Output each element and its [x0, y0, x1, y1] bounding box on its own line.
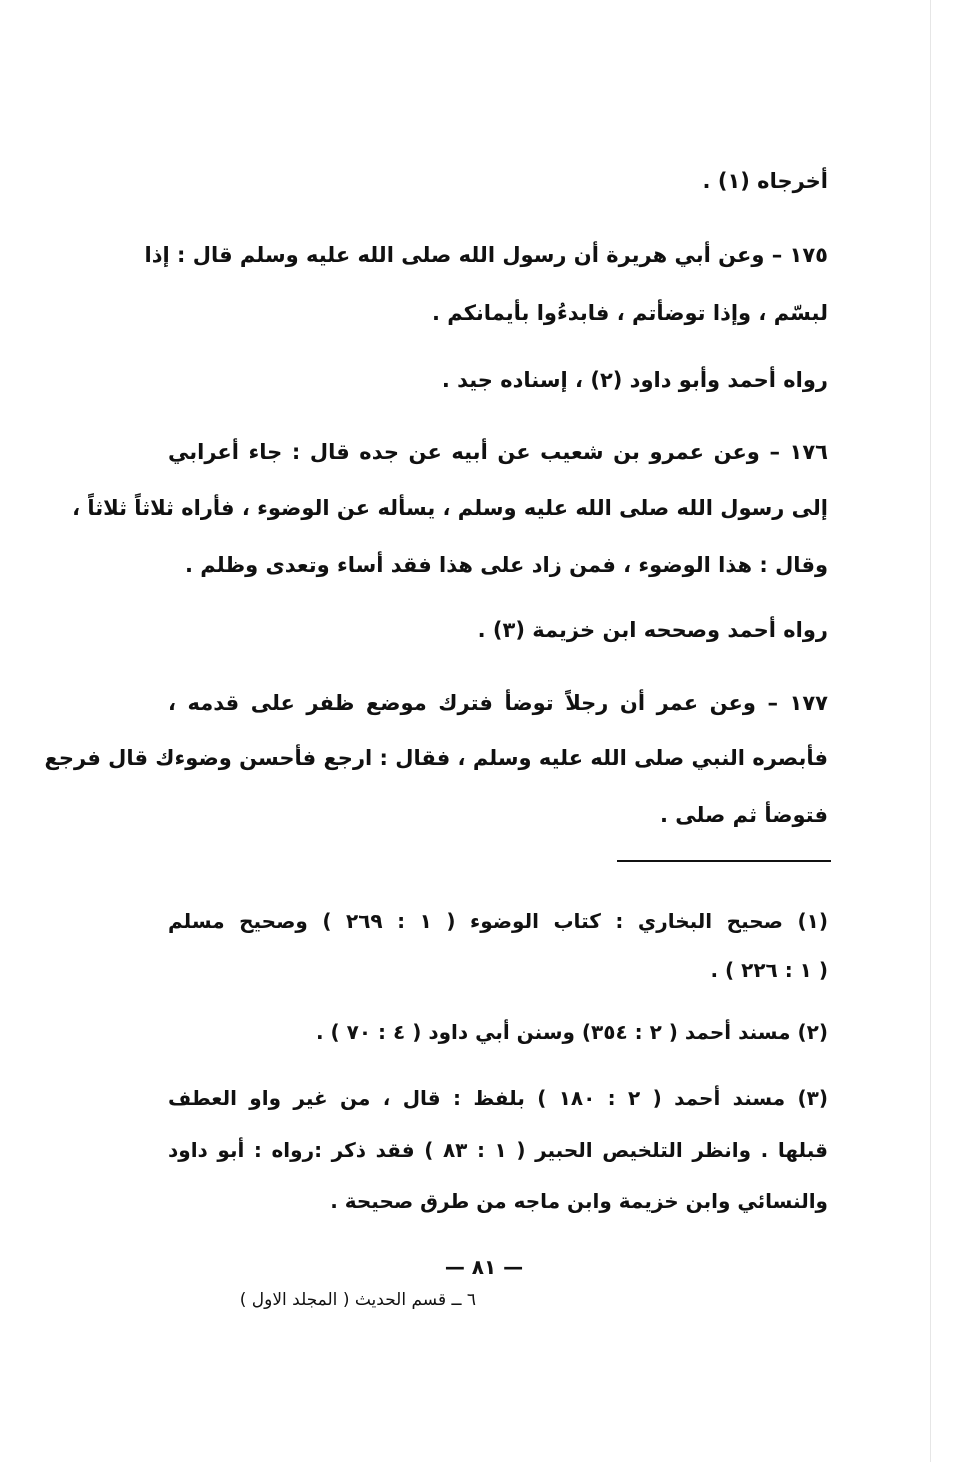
main-text-line: أخرجاه (١) . [702, 169, 828, 193]
main-text-line: رواه أحمد وصححه ابن خزيمة (٣) . [477, 618, 828, 642]
footnote-line: والنسائي وابن خزيمة وابن ماجه من طرق صحيحة . [330, 1189, 828, 1213]
main-text-line: لبسّم ، وإذا توضأتم ، فابدءُوا بأيمانكم . [431, 301, 828, 325]
main-text-line: وقال : هذا الوضوء ، فمن زاد على هذا فقد أساء وتعدى وظلم . [185, 553, 828, 577]
main-text-line: فتوضأ ثم صلى . [659, 803, 828, 827]
main-text-line: ١٧٦ – وعن عمرو بن شعيب عن أبيه عن جده قال : جاء أعرابي [168, 440, 828, 464]
footnote-line: (٣) مسند أحمد ( ٢ : ١٨٠ ) بلفظ : قال ، من غير واو العطف [168, 1086, 828, 1110]
page-number: — ٨١ — [444, 1255, 524, 1279]
main-text-line: إلى رسول الله صلى الله عليه وسلم ، يسأله عن الوضوء ، فأراه ثلاثاً ثلاثاً ، [72, 496, 828, 520]
footnote-line: (٢) مسند أحمد ( ٢ : ٣٥٤) وسنن أبي داود ( ٤ : ٧٠ ) . [316, 1020, 828, 1044]
page-edge-line [930, 0, 931, 1462]
footnote-line: قبلها . وانظر التلخيص الحبير ( ١ : ٨٣ ) فقد ذكر :رواه : أبو داود [168, 1138, 828, 1162]
main-text-line: ١٧٧ – وعن عمر أن رجلاً توضأ فترك موضع ظفر على قدمه ، [168, 691, 828, 715]
footnote-separator [617, 860, 831, 862]
footnote-line: (١) صحيح البخاري : كتاب الوضوء ( ١ : ٢٦٩ ) وصحيح مسلم [168, 909, 828, 933]
main-text-line: رواه أحمد وأبو داود (٢) ، إسناده جيد . [441, 368, 828, 392]
main-text-line: ١٧٥ – وعن أبي هريرة أن رسول الله صلى الله عليه وسلم قال : إذا [144, 243, 828, 267]
printer-signature: ٦ ــ قسم الحديث ( المجلد الاول ) [239, 1290, 476, 1310]
footnote-line: ( ١ : ٢٢٦ ) . [710, 958, 828, 982]
main-text-line: فأبصره النبي صلى الله عليه وسلم ، فقال : ارجع فأحسن وضوءك قال فرجع [44, 746, 828, 770]
